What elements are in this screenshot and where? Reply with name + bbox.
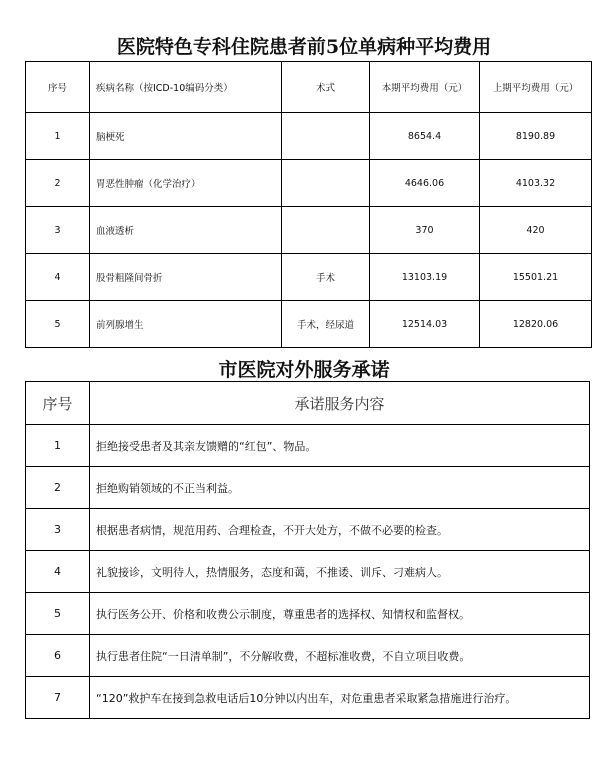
row-index: 2: [26, 467, 90, 509]
promise-text: 执行患者住院“一日清单制”，不分解收费，不超标准收费，不自立项目收费。: [90, 635, 590, 677]
table-row: [26, 207, 592, 254]
cost-table-header-row: [26, 62, 592, 113]
disease-name: 脑梗死: [90, 113, 282, 160]
promise-text: 执行医务公开、价格和收费公示制度，尊重患者的选择权、知情权和监督权。: [90, 593, 590, 635]
row-index: 6: [26, 635, 90, 677]
col-header-index: 序号: [26, 382, 90, 425]
procedure: 手术: [282, 254, 370, 301]
disease-name: 血液透析: [90, 207, 282, 254]
table-row: [26, 635, 590, 677]
col-header-previous-cost: 上期平均费用（元）: [480, 62, 592, 113]
col-header-disease: 疾病名称（按ICD-10编码分类）: [90, 62, 282, 113]
col-header-procedure: 术式: [282, 62, 370, 113]
cost-table: [25, 61, 592, 348]
row-index: 4: [26, 551, 90, 593]
procedure: 手术，经尿道: [282, 301, 370, 348]
col-header-index: 序号: [26, 62, 90, 113]
promise-text: “120”救护车在接到急救电话后10分钟以内出车，对危重患者采取紧急措施进行治疗。: [90, 677, 590, 719]
cost-table-title: 医院特色专科住院患者前5位单病种平均费用: [116, 36, 492, 58]
table-row: [26, 254, 592, 301]
row-index: 3: [26, 207, 90, 254]
previous-cost: 4103.32: [480, 160, 592, 207]
promise-text: 礼貌接诊，文明待人，热情服务，态度和蔼，不推诿、训斥、刁难病人。: [90, 551, 590, 593]
current-cost: 13103.19: [370, 254, 480, 301]
promise-text: 拒绝接受患者及其亲友馈赠的“红包”、物品。: [90, 425, 590, 467]
row-index: 3: [26, 509, 90, 551]
row-index: 7: [26, 677, 90, 719]
table-row: [26, 467, 590, 509]
previous-cost: 8190.89: [480, 113, 592, 160]
promise-table-header-row: [26, 382, 590, 425]
col-header-current-cost: 本期平均费用（元）: [370, 62, 480, 113]
promise-table-title: 市医院对外服务承诺: [218, 359, 390, 381]
procedure: [282, 113, 370, 160]
table-row: [26, 113, 592, 160]
table-row: [26, 160, 592, 207]
table-row: [26, 301, 592, 348]
table-row: [26, 551, 590, 593]
row-index: 5: [26, 301, 90, 348]
promise-table: [25, 381, 590, 719]
table-row: [26, 425, 590, 467]
promise-text: 拒绝购销领域的不正当利益。: [90, 467, 590, 509]
promise-text: 根据患者病情，规范用药、合理检查，不开大处方，不做不必要的检查。: [90, 509, 590, 551]
procedure: [282, 207, 370, 254]
disease-name: 股骨粗隆间骨折: [90, 254, 282, 301]
table-row: [26, 509, 590, 551]
current-cost: 8654.4: [370, 113, 480, 160]
previous-cost: 12820.06: [480, 301, 592, 348]
disease-name: 胃恶性肿瘤（化学治疗）: [90, 160, 282, 207]
row-index: 5: [26, 593, 90, 635]
table-row: [26, 677, 590, 719]
disease-name: 前列腺增生: [90, 301, 282, 348]
current-cost: 4646.06: [370, 160, 480, 207]
row-index: 1: [26, 113, 90, 160]
col-header-content: 承诺服务内容: [90, 382, 590, 425]
row-index: 4: [26, 254, 90, 301]
row-index: 1: [26, 425, 90, 467]
procedure: [282, 160, 370, 207]
current-cost: 370: [370, 207, 480, 254]
table-row: [26, 593, 590, 635]
row-index: 2: [26, 160, 90, 207]
current-cost: 12514.03: [370, 301, 480, 348]
previous-cost: 420: [480, 207, 592, 254]
previous-cost: 15501.21: [480, 254, 592, 301]
